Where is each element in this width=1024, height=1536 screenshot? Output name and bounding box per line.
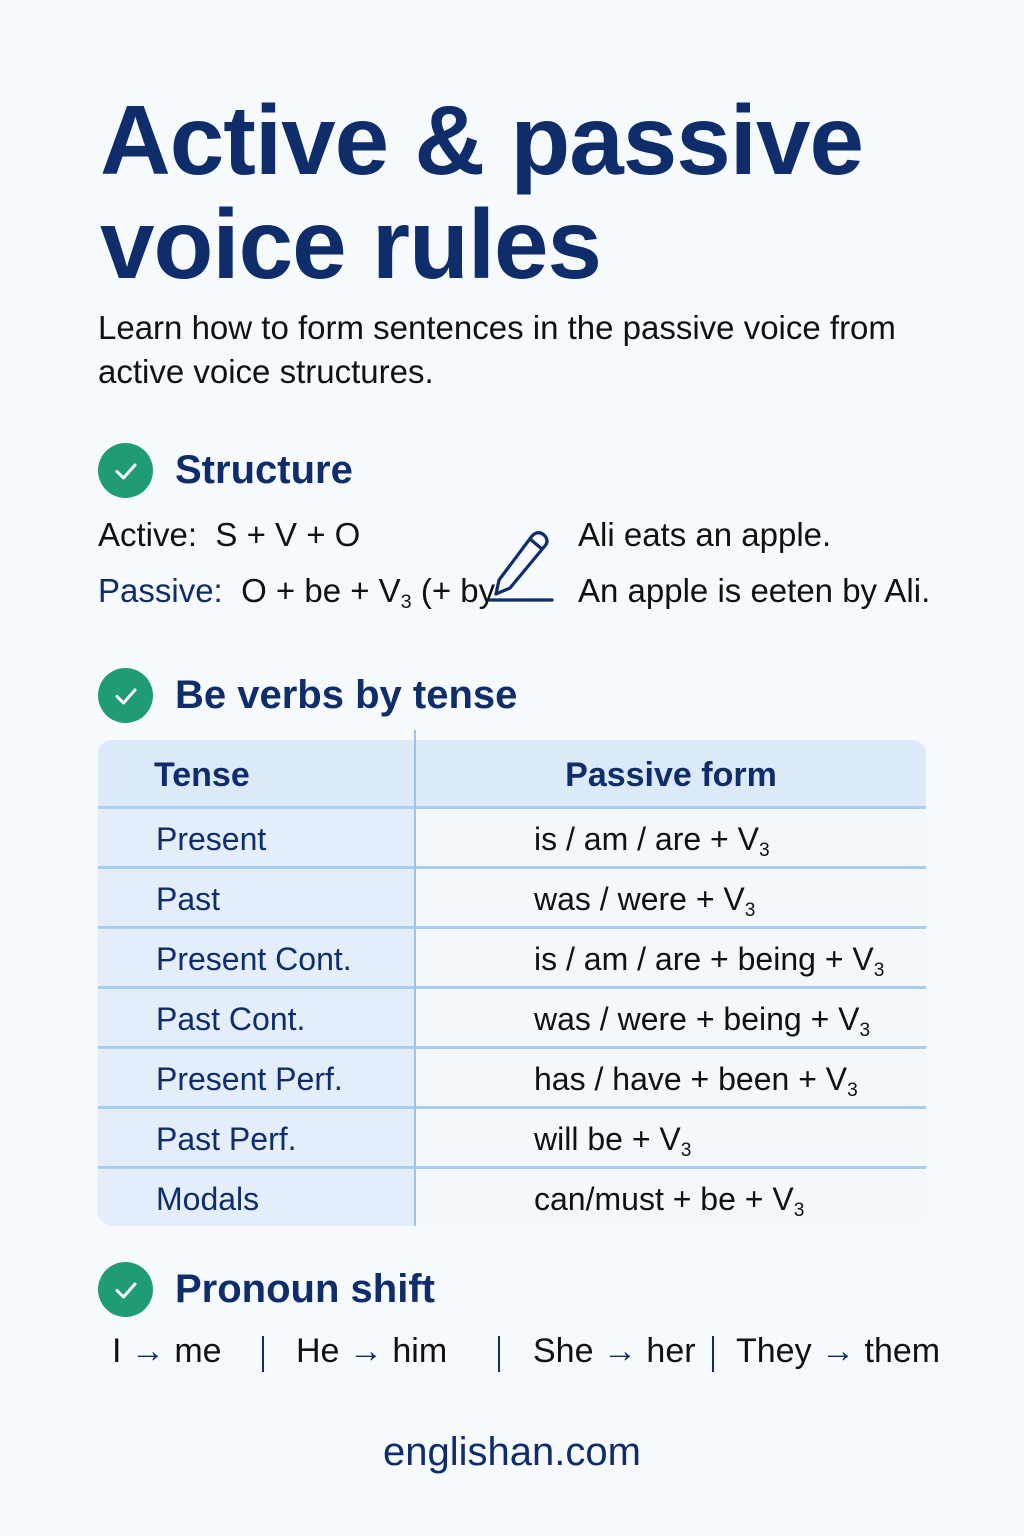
column-divider [414,740,416,1226]
tense-cell: Past Perf. [156,1121,297,1157]
page-subtitle: Learn how to form sentences in the passive voice from active voice structures. [98,309,896,390]
active-example: Ali eats an apple. [578,516,832,553]
table-row [98,806,926,869]
pronoun-shift-list [112,1326,952,1376]
section-heading-structure [98,443,353,498]
pronoun-pair: They → them [736,1332,941,1370]
section-title: Be verbs by tense [175,673,518,717]
section-heading-pronoun-shift [98,1262,435,1317]
pronoun-pair: He → him [296,1332,448,1370]
tense-cell: Present Perf. [156,1061,343,1097]
table-row [98,986,926,1049]
table-row [98,1046,926,1109]
pronoun-pair: I → me [112,1332,222,1370]
section-heading-be-verbs [98,668,517,723]
check-circle-icon [98,668,153,723]
section-title: Pronoun shift [175,1267,435,1311]
page-title [100,85,863,299]
column-header-tense: Tense [154,756,250,794]
passive-formula [98,572,496,613]
arrow-right-icon: → [130,1332,165,1370]
separator [712,1336,714,1372]
passive-form-cell: can/must + be + $V_3$ [534,1181,805,1221]
check-circle-icon [98,1262,153,1317]
passive-form-cell: is / am / are + $V_3$ [534,821,770,861]
tense-cell: Present Cont. [156,941,352,977]
table-row [98,1166,926,1226]
passive-formula-text: O + be + $V_3$ (+ by [241,572,496,613]
passive-form-cell: was / were + being + $V_3$ [534,1001,871,1041]
arrow-right-icon: → [821,1332,856,1370]
table-row [98,1106,926,1169]
passive-form-cell: will be + $V_3$ [534,1121,692,1161]
active-formula [98,516,360,554]
passive-form-cell: is / am / are + being + $V_3$ [534,941,885,981]
tense-cell: Past [156,881,221,917]
be-verbs-table [98,740,926,1226]
table-row [98,926,926,989]
active-formula-text: S + V + O [215,516,361,553]
footer-site-link[interactable]: englishan.com [383,1430,641,1474]
passive-form-cell: has / have + been + $V_3$ [534,1061,858,1101]
passive-example: An apple is eeten by Ali. [578,572,931,609]
pencil-icon [486,526,556,604]
table-row [98,866,926,929]
page-title-line-1: Active & passive [100,85,863,195]
column-header-passive-form: Passive form [565,756,777,794]
pronoun-pair: She → her [533,1332,696,1370]
page-title-line-2: voice rules [100,189,602,299]
check-circle-icon [98,443,153,498]
table-header-row [98,740,926,807]
arrow-right-icon: → [602,1332,637,1370]
active-label: Active: [98,516,198,553]
passive-form-cell: was / were + $V_3$ [534,881,756,921]
passive-label: Passive: [98,572,223,609]
tense-cell: Modals [156,1181,260,1217]
separator [498,1336,500,1372]
tense-cell: Past Cont. [156,1001,306,1037]
separator [262,1336,264,1372]
section-title: Structure [175,448,353,492]
arrow-right-icon: → [348,1332,383,1370]
tense-cell: Present [156,821,267,857]
